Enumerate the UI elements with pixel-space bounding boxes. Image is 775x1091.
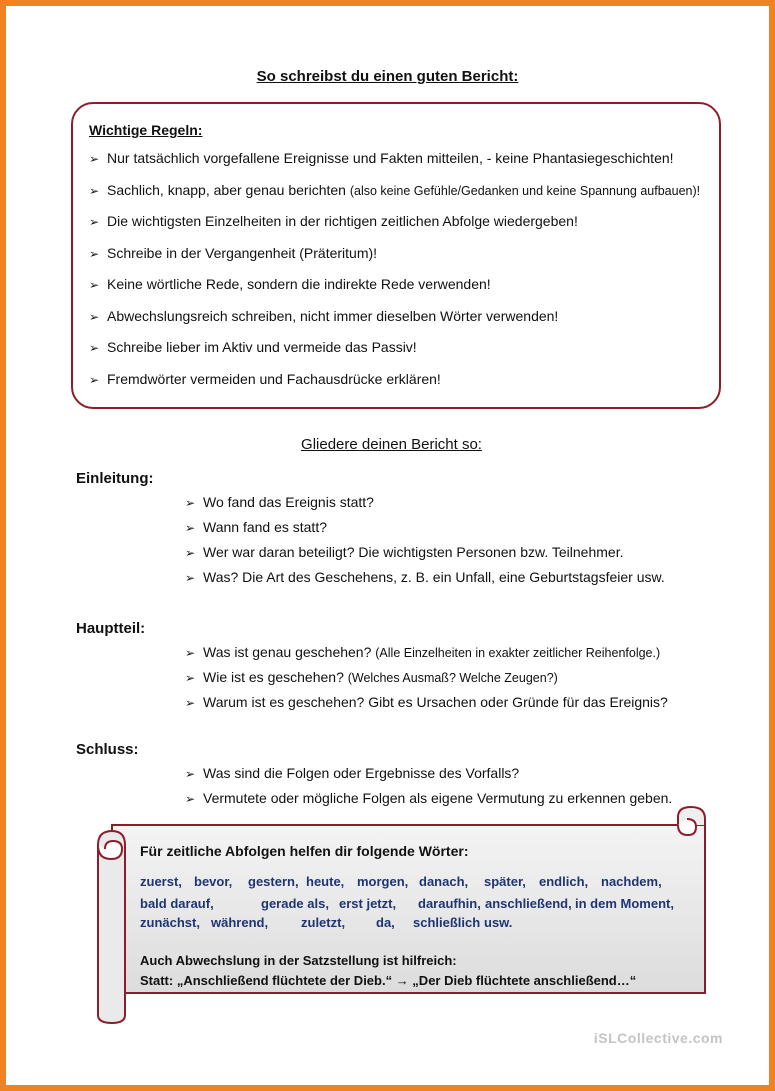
transition-word: anschließend, bbox=[485, 896, 572, 911]
transition-word: nachdem, bbox=[601, 874, 662, 889]
section-label: Hauptteil: bbox=[76, 620, 146, 637]
section-item bbox=[185, 790, 672, 806]
transition-word: in dem Moment, bbox=[575, 896, 674, 911]
rule-item-note: (also keine Gefühle/Gedanken und keine Spannung aufbauen)! bbox=[349, 183, 701, 198]
transition-word: bevor, bbox=[194, 874, 233, 889]
rule-item bbox=[89, 182, 700, 198]
arrow-bullet-icon: ➢ bbox=[89, 215, 100, 229]
transition-word: zuerst, bbox=[140, 874, 182, 889]
section-item-text: Was? Die Art des Geschehens, z. B. ein Unfall, eine Geburtstagsfeier usw. bbox=[203, 569, 665, 585]
section-item-text: Warum ist es geschehen? Gibt es Ursachen oder Gründe für das Ereignis? bbox=[203, 694, 668, 710]
rule-item bbox=[89, 308, 558, 324]
arrow-bullet-icon: ➢ bbox=[89, 183, 100, 198]
rule-item-text: Keine wörtliche Rede, sondern die indirekte Rede verwenden! bbox=[107, 276, 491, 292]
rule-item bbox=[89, 276, 491, 292]
rule-item-text: Die wichtigsten Einzelheiten in der richtigen zeitlichen Abfolge wiedergeben! bbox=[107, 213, 578, 229]
arrow-bullet-icon: ➢ bbox=[185, 696, 196, 710]
arrow-bullet-icon: ➢ bbox=[89, 278, 100, 292]
section-item bbox=[185, 644, 660, 660]
transition-word: erst jetzt, bbox=[339, 896, 397, 911]
section-item bbox=[185, 544, 623, 560]
transition-word: bald darauf, bbox=[140, 896, 214, 911]
rule-item-text: Sachlich, knapp, aber genau berichten bbox=[107, 181, 350, 198]
transition-word: morgen, bbox=[357, 874, 409, 889]
transition-word: während, bbox=[211, 915, 269, 930]
section-item-text: Was ist genau geschehen? bbox=[203, 644, 376, 660]
page-title: So schreibst du einen guten Bericht: bbox=[256, 68, 519, 85]
section-item-text: Wie ist es geschehen? bbox=[203, 669, 348, 685]
transition-word: zuletzt, bbox=[301, 915, 346, 930]
arrow-bullet-icon: ➢ bbox=[185, 646, 196, 660]
rule-item bbox=[89, 339, 417, 355]
arrow-bullet-icon: ➢ bbox=[185, 521, 196, 535]
arrow-bullet-icon: ➢ bbox=[89, 152, 100, 166]
transition-word: gestern, bbox=[248, 874, 299, 889]
rule-item-text: Schreibe lieber im Aktiv und vermeide das Passiv! bbox=[107, 339, 417, 355]
scroll-heading: Für zeitliche Abfolgen helfen dir folgende Wörter: bbox=[140, 843, 469, 859]
rule-item-text: Nur tatsächlich vorgefallene Ereignisse und Fakten mitteilen, - keine Phantasiegeschichten! bbox=[107, 150, 674, 166]
transition-word: da, bbox=[376, 915, 395, 930]
rule-item-text: Schreibe in der Vergangenheit (Präteritum)! bbox=[107, 244, 378, 261]
section-item bbox=[185, 669, 558, 685]
section-item bbox=[185, 765, 519, 781]
transition-word: danach, bbox=[419, 874, 469, 889]
arrow-bullet-icon: ➢ bbox=[185, 671, 196, 685]
arrow-bullet-icon: ➢ bbox=[185, 571, 196, 585]
scroll-example: Statt: „Anschließend flüchtete der Dieb.“ → „Der Dieb flüchtete anschließend…“ bbox=[140, 973, 637, 988]
rule-item bbox=[89, 213, 578, 229]
section-item bbox=[185, 494, 374, 510]
transition-word: gerade als, bbox=[261, 896, 329, 911]
rule-item bbox=[89, 371, 441, 387]
rules-heading: Wichtige Regeln: bbox=[89, 122, 203, 138]
arrow-bullet-icon: ➢ bbox=[185, 496, 196, 510]
arrow-bullet-icon: ➢ bbox=[185, 792, 196, 806]
transition-word: daraufhin, bbox=[418, 896, 481, 911]
transition-word: usw. bbox=[484, 915, 513, 930]
section-item-note: (Welches Ausmaß? Welche Zeugen?) bbox=[347, 671, 558, 685]
arrow-bullet-icon: ➢ bbox=[89, 372, 100, 387]
transition-word: heute, bbox=[306, 874, 345, 889]
section-item-text: Wo fand das Ereignis statt? bbox=[203, 494, 374, 510]
watermark: iSLCollective.com bbox=[593, 1030, 723, 1046]
rules-box bbox=[71, 102, 721, 409]
section-item-text: Wer war daran beteiligt? Die wichtigsten Personen bzw. Teilnehmer. bbox=[203, 544, 624, 560]
transition-word: schließlich bbox=[413, 915, 481, 930]
scroll-subheading: Auch Abwechslung in der Satzstellung ist hilfreich: bbox=[140, 953, 457, 968]
section-item-text: Wann fand es statt? bbox=[203, 519, 327, 535]
arrow-bullet-icon: ➢ bbox=[89, 246, 100, 261]
transition-word: endlich, bbox=[539, 874, 589, 889]
arrow-bullet-icon: ➢ bbox=[89, 309, 100, 324]
rule-item bbox=[89, 245, 377, 261]
section-item bbox=[185, 569, 665, 585]
section-item bbox=[185, 694, 668, 710]
section-label: Einleitung: bbox=[76, 470, 154, 487]
arrow-bullet-icon: ➢ bbox=[89, 341, 100, 355]
arrow-bullet-icon: ➢ bbox=[185, 767, 196, 781]
section-item-text: Vermutete oder mögliche Folgen als eigene Vermutung zu erkennen geben. bbox=[203, 790, 673, 806]
rule-item-text: Fremdwörter vermeiden und Fachausdrücke erklären! bbox=[107, 370, 441, 387]
section-label: Schluss: bbox=[76, 741, 139, 758]
transition-word: später, bbox=[484, 874, 526, 889]
arrow-bullet-icon: ➢ bbox=[185, 546, 196, 560]
section-item bbox=[185, 519, 327, 535]
transition-word: zunächst, bbox=[140, 915, 200, 930]
section-item-text: Was sind die Folgen oder Ergebnisse des Vorfalls? bbox=[203, 765, 520, 781]
section-item-note: (Alle Einzelheiten in exakter zeitlicher Reihenfolge.) bbox=[375, 646, 661, 660]
word-scroll bbox=[95, 805, 708, 1025]
rule-item bbox=[89, 150, 674, 166]
structure-heading: Gliedere deinen Bericht so: bbox=[301, 436, 482, 453]
rule-item-text: Abwechslungsreich schreiben, nicht immer dieselben Wörter verwenden! bbox=[107, 307, 559, 324]
